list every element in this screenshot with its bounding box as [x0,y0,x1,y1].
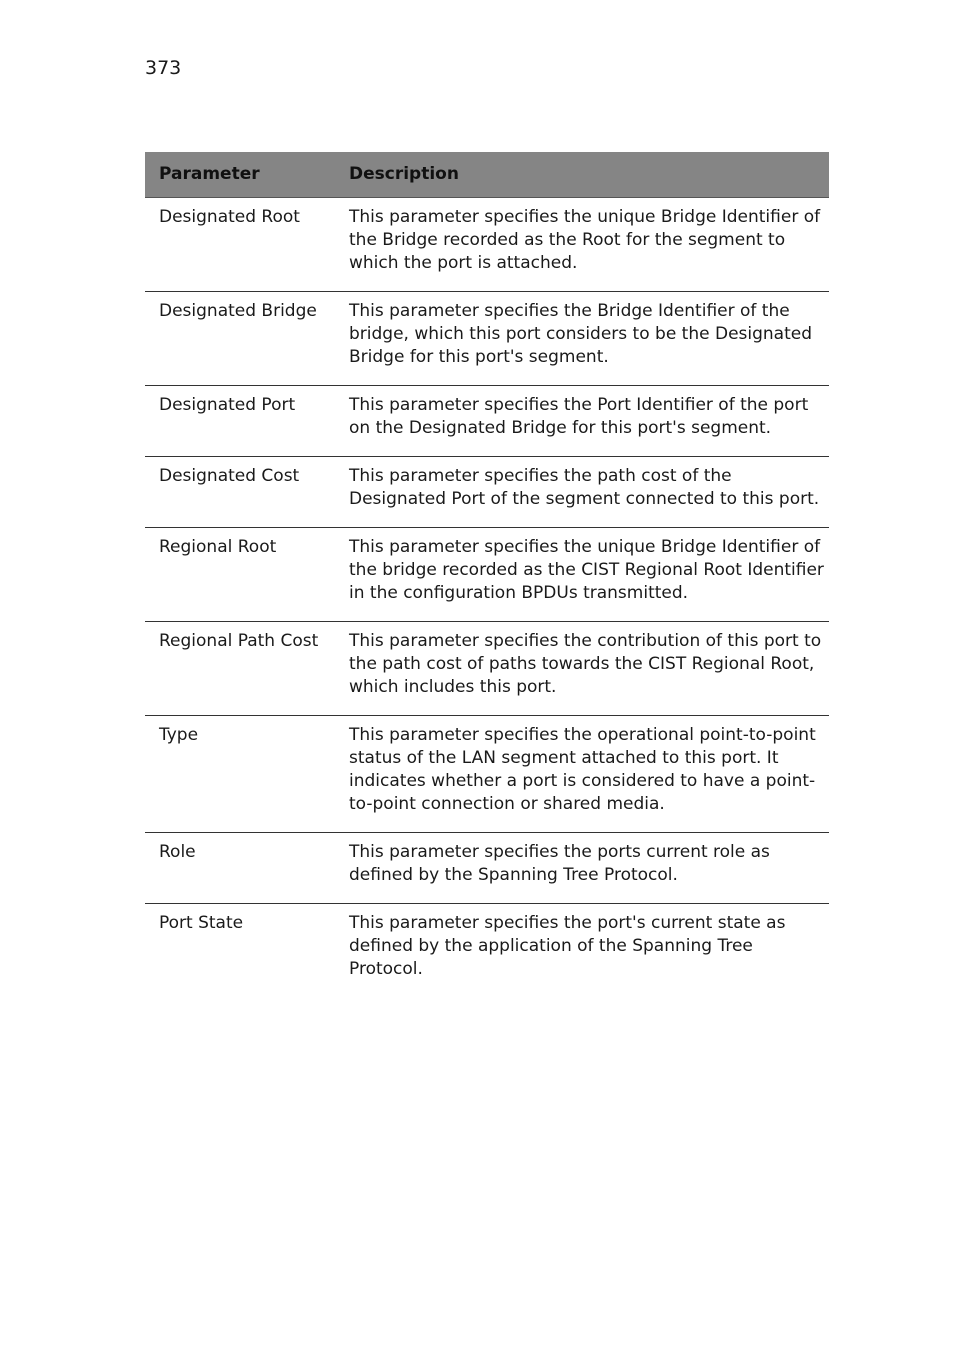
table-row [145,528,829,622]
page-number: 373 [145,57,182,79]
header-description: Description [335,152,829,198]
table-row [145,386,829,457]
row-parameter: Port State [145,904,335,998]
row-description: This parameter specifies the operational point-to-point status of the LAN segment attached to this port. It indicates whether a port is considered to have a point-to-point connection or shared media. [335,716,829,833]
row-parameter: Type [145,716,335,833]
parameter-table [145,152,829,997]
table-row [145,292,829,386]
row-parameter: Designated Root [145,198,335,292]
row-description: This parameter specifies the Bridge Identifier of the bridge, which this port considers to be the Designated Bridge for this port's segment. [335,292,829,386]
row-parameter: Designated Port [145,386,335,457]
table-header-row [145,152,829,198]
table-row [145,833,829,904]
row-description: This parameter specifies the path cost of the Designated Port of the segment connected to this port. [335,457,829,528]
table-row [145,904,829,998]
row-description: This parameter specifies the unique Bridge Identifier of the bridge recorded as the CIST Regional Root Identifier in the configuration BPDUs transmitted. [335,528,829,622]
row-description: This parameter specifies the contribution of this port to the path cost of paths towards the CIST Regional Root, which includes this port. [335,622,829,716]
row-description: This parameter specifies the Port Identifier of the port on the Designated Bridge for this port's segment. [335,386,829,457]
row-parameter: Designated Cost [145,457,335,528]
row-description: This parameter specifies the ports current role as defined by the Spanning Tree Protocol. [335,833,829,904]
table-header [145,152,829,198]
table-row [145,457,829,528]
header-parameter: Parameter [145,152,335,198]
row-description: This parameter specifies the unique Bridge Identifier of the Bridge recorded as the Root for the segment to which the port is attached. [335,198,829,292]
table-row [145,622,829,716]
row-parameter: Regional Root [145,528,335,622]
table-row [145,716,829,833]
table-row [145,198,829,292]
row-description: This parameter specifies the port's current state as defined by the application of the Spanning Tree Protocol. [335,904,829,998]
row-parameter: Designated Bridge [145,292,335,386]
table-body [145,198,829,998]
row-parameter: Role [145,833,335,904]
row-parameter: Regional Path Cost [145,622,335,716]
